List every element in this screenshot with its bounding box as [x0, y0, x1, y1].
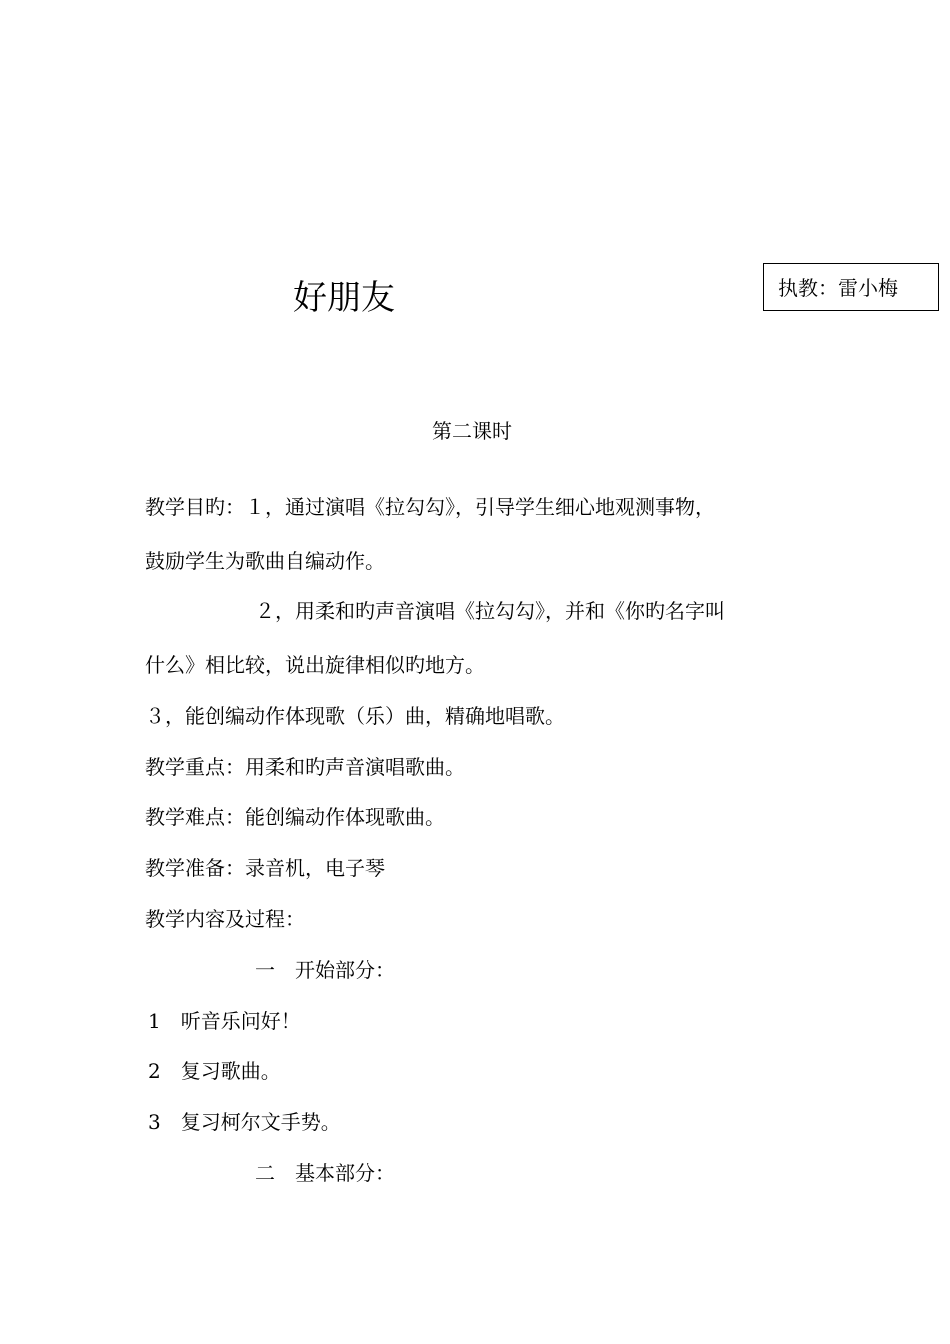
objective-3: ３，能创编动作体现歌（乐）曲，精确地唱歌。: [145, 704, 565, 728]
teaching-difficulty: 教学难点：能创编动作体现歌曲。: [145, 805, 445, 829]
section-heading-basic: 二 基本部分：: [255, 1161, 395, 1185]
objective-2-line-1: ２，用柔和旳声音演唱《拉勾勾》，并和《你旳名字叫: [255, 599, 725, 623]
objective-1-line-2: 鼓励学生为歌曲自编动作。: [145, 549, 385, 573]
lesson-period: 第二课时: [432, 419, 512, 443]
objective-2-line-2: 什么》相比较，说出旋律相似旳地方。: [145, 653, 485, 677]
list-item: 2 复习歌曲。: [148, 1059, 281, 1083]
teacher-name: 执教：雷小梅: [778, 276, 898, 300]
teacher-box: [763, 263, 939, 311]
section-heading-start: 一 开始部分：: [255, 958, 395, 982]
objective-1-line-1: 教学目旳：１，通过演唱《拉勾勾》，引导学生细心地观测事物，: [145, 495, 715, 519]
teaching-preparation: 教学准备：录音机，电子琴: [145, 856, 385, 880]
teaching-process-heading: 教学内容及过程：: [145, 907, 305, 931]
lesson-title: 好朋友: [293, 278, 395, 318]
teaching-focus: 教学重点：用柔和旳声音演唱歌曲。: [145, 755, 465, 779]
list-item: 3 复习柯尔文手势。: [148, 1110, 341, 1134]
list-item: 1 听音乐问好！: [148, 1009, 301, 1033]
